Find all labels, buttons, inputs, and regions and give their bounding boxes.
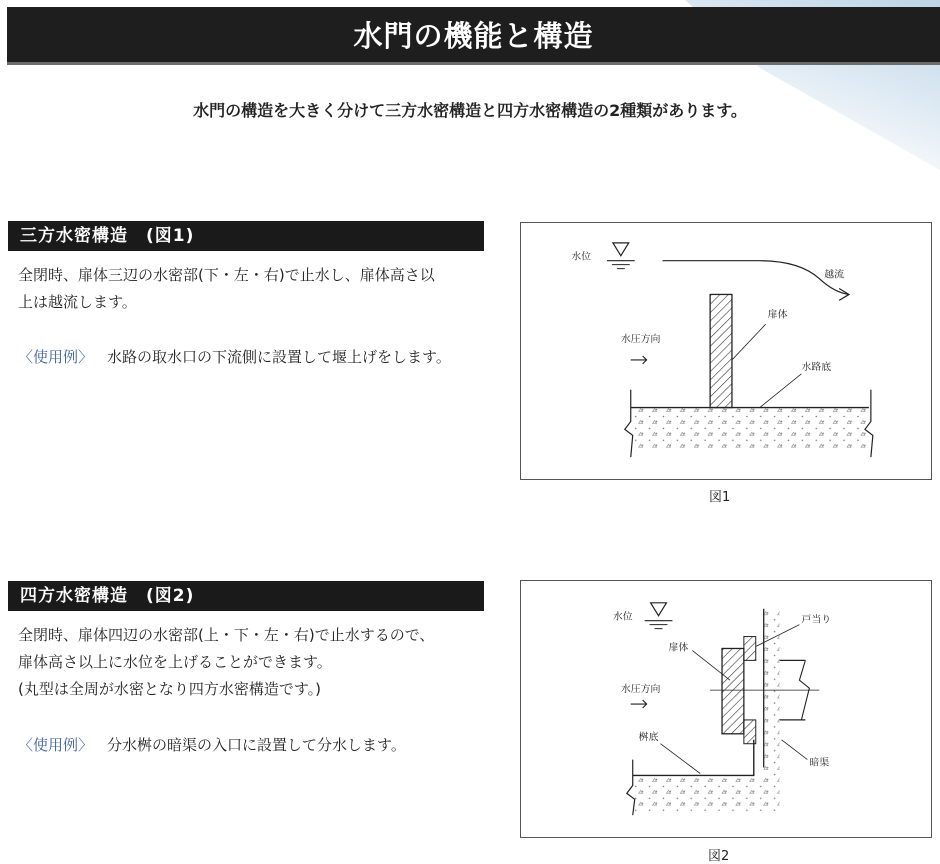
section1-usage-tag: 〈使用例〉 bbox=[18, 348, 94, 366]
section2-line-1: 全閉時、扉体四辺の水密部(上・下・左・右)で止水するので、 bbox=[18, 626, 435, 644]
section1-usage bbox=[18, 346, 451, 367]
fig2-label-gate: 扉体 bbox=[668, 642, 689, 654]
figure-1-diagram bbox=[521, 223, 931, 479]
overflow-line bbox=[662, 261, 849, 295]
ground-concrete bbox=[633, 775, 764, 811]
water-level-symbol bbox=[613, 243, 629, 256]
fig2-label-seat: 戸当り bbox=[801, 614, 832, 626]
section2-usage bbox=[18, 734, 406, 755]
fig1-label-gate: 扉体 bbox=[767, 309, 788, 321]
title-bar bbox=[7, 7, 940, 65]
wall-concrete bbox=[764, 609, 780, 768]
seat-top bbox=[744, 637, 756, 661]
page-title: 水門の機能と構造 bbox=[353, 19, 594, 53]
section1-line-2: 上は越流します。 bbox=[18, 293, 137, 311]
figure-2-caption: 図2 bbox=[708, 849, 730, 864]
gate-leaf bbox=[722, 648, 744, 733]
figure-1-caption: 図1 bbox=[709, 490, 731, 505]
ground-concrete bbox=[631, 408, 869, 452]
figure-1 bbox=[520, 222, 932, 480]
section1-usage-text: 水路の取水口の下流側に設置して堰上げをします。 bbox=[107, 348, 451, 366]
fig1-label-channel-bottom: 水路底 bbox=[801, 361, 832, 373]
water-level-symbol bbox=[651, 603, 667, 616]
section2-description bbox=[18, 622, 434, 703]
fig1-label-overflow: 越流 bbox=[824, 269, 845, 281]
pressure-arrow bbox=[631, 700, 647, 708]
section2-line-2: 扉体高さ以上に水位を上げることができます。 bbox=[18, 653, 332, 671]
section1-line-1: 全閉時、扉体三辺の水密部(下・左・右)で止水し、扉体高さ以 bbox=[18, 266, 435, 284]
figure-2-diagram bbox=[521, 581, 931, 837]
intro-text: 水門の構造を大きく分けて三方水密構造と四方水密構造の2種類があります。 bbox=[193, 101, 747, 120]
section2-usage-text: 分水桝の暗渠の入口に設置して分水します。 bbox=[107, 736, 406, 754]
section1-heading: 三方水密構造 (図1) bbox=[8, 221, 484, 251]
fig2-label-culvert: 暗渠 bbox=[809, 757, 830, 769]
section1-description bbox=[18, 262, 435, 316]
section2-usage-tag: 〈使用例〉 bbox=[18, 736, 94, 754]
section2-heading: 四方水密構造 (図2) bbox=[8, 581, 484, 611]
gate-leaf bbox=[710, 294, 732, 407]
figure-2 bbox=[520, 580, 932, 838]
fig2-label-basin-bottom: 桝底 bbox=[638, 731, 659, 743]
fig2-label-pressure: 水圧方向 bbox=[620, 684, 661, 696]
section2-line-3: (丸型は全周が水密となり四方水密構造です。) bbox=[18, 680, 322, 698]
fig1-label-water-level: 水位 bbox=[571, 251, 592, 263]
fig2-label-water-level: 水位 bbox=[612, 611, 633, 623]
pressure-arrow bbox=[631, 356, 647, 364]
fig1-label-pressure: 水圧方向 bbox=[620, 334, 661, 346]
